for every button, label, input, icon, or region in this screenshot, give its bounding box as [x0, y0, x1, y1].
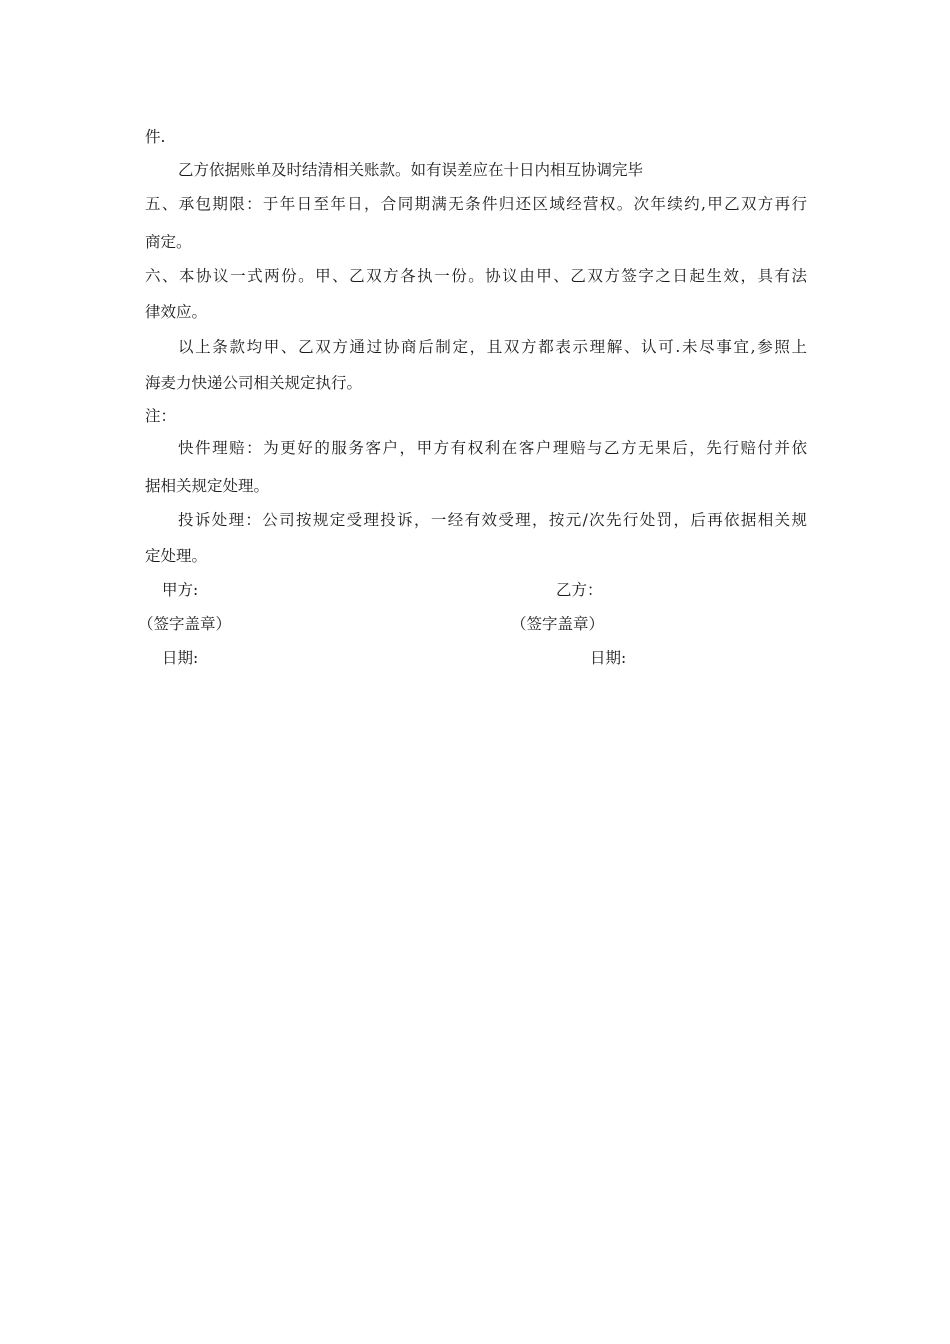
text-line: 投诉处理：公司按规定受理投诉，一经有效受理，按元/次先行处罚，后再依据相关规 [178, 511, 807, 529]
party-b-date: 日期: [590, 649, 627, 667]
text-line: 快件理赔：为更好的服务客户，甲方有权利在客户理赔与乙方无果后，先行赔付并依 [178, 439, 807, 457]
text-line: 件. [145, 128, 166, 146]
party-b-seal: （签字盖章） [511, 615, 605, 633]
party-a-date: 日期: [162, 649, 199, 667]
text-line: 据相关规定处理。 [145, 477, 270, 495]
text-line: 律效应。 [145, 303, 208, 321]
text-line: 五、承包期限：于年日至年日，合同期满无条件归还区域经营权。次年续约,甲乙双方再行 [145, 195, 807, 213]
text-line: 乙方依据账单及时结清相关账款。如有误差应在十日内相互协调完毕 [178, 161, 644, 179]
text-line: 六、本协议一式两份。甲、乙双方各执一份。协议由甲、乙双方签字之日起生效，具有法 [145, 267, 807, 285]
text-line: 商定。 [145, 233, 192, 251]
party-b-label: 乙方： [556, 581, 603, 599]
party-a-label: 甲方: [162, 581, 199, 599]
text-line: 以上条款均甲、乙双方通过协商后制定，且双方都表示理解、认可.未尽事宜,参照上 [178, 338, 807, 356]
text-line: 定处理。 [145, 547, 208, 565]
party-a-seal: （签字盖章） [138, 615, 232, 633]
text-line: 注： [145, 407, 177, 425]
text-line: 海麦力快递公司相关规定执行。 [145, 374, 363, 392]
